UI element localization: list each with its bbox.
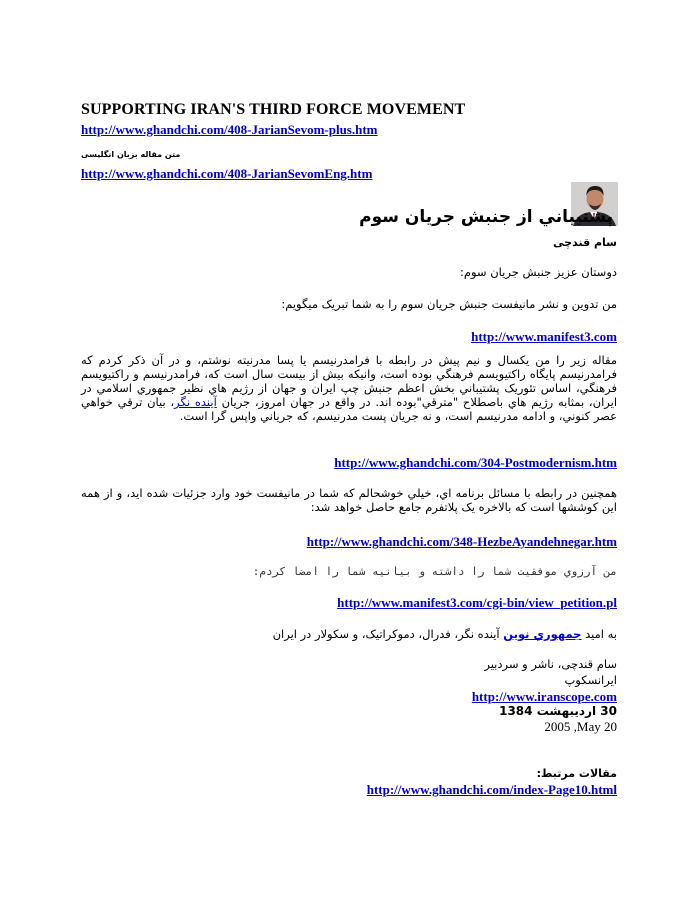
link-postmodernism[interactable]: http://www.ghandchi.com/304-Postmodernism.htm	[334, 455, 617, 470]
link-iranscope[interactable]: http://www.iranscope.com	[471, 689, 617, 704]
signature-name: سام قندچی، ناشر و سردبير	[484, 657, 617, 671]
link-manifest3[interactable]: http://www.manifest3.com	[471, 329, 617, 344]
link-jarian-sevom-plus[interactable]: http://www.ghandchi.com/408-JarianSevom-plus.htm	[81, 122, 378, 137]
wish-line: من آرزوي موفقيت شما را داشته و بيانيه شما را امضا کردم:	[252, 565, 617, 578]
paragraph-text-b: ، بيان ترقي خواهي عصر کنوني، و ادامه مدرنيسم است، و نه جريان پست مدرنيسم، که جرياني واپس گرا است.	[81, 395, 617, 423]
english-version-note: متن مقاله بزبان انگلیسی	[81, 150, 181, 159]
link-hezbe-ayandehnegar[interactable]: http://www.ghandchi.com/348-HezbeAyandehnegar.htm	[306, 534, 617, 549]
link-jarian-sevom-eng[interactable]: http://www.ghandchi.com/408-JarianSevomEng.htm	[81, 166, 373, 181]
link-petition[interactable]: http://www.manifest3.com/cgi-bin/view_petition.pl	[337, 595, 617, 610]
hope-prefix: به اميد	[585, 627, 617, 641]
greeting: دوستان عزيز جنبش جريان سوم:	[460, 265, 617, 279]
paragraph-text-a: مقاله زير را من يکسال و نيم پيش در رابطه با فرامدرنيسم يا پسا مدرنيته نوشتم، و در آن ذکر کردم که فرامدرنيسم پايگاه راکتيويسم فرهنگي بوده است، وانيکه بيش از بيست سال است که، فرامدرنيسم و راکتيويسم فرهنگي، اساس تئوريک پشتيباني بخش اعظم جنبش چپ ايران و جهان از رژيم هاي نظير جمهوري اسلامي در ايران، بمثابه رژيم هاي باصطلاح "مترقي"بوده اند. در واقع در جهان امروز، جريان	[81, 353, 618, 409]
congratulation-line: من تدوين و نشر مانيفست جنبش جريان سوم را به شما تبريک ميگويم:	[281, 297, 617, 311]
author-name: سام قندچی	[553, 236, 617, 249]
hope-line	[273, 627, 617, 641]
hope-suffix: آينده نگر، فدرال، دموکراتيک، و سکولار در ايران	[272, 627, 500, 641]
article-title: پشتيباني از جنبش جريان سوم	[359, 207, 613, 227]
paragraph-postmodernism	[81, 353, 617, 423]
link-ayandeh-negar[interactable]: آينده نگر	[174, 395, 217, 409]
english-title: SUPPORTING IRAN'S THIRD FORCE MOVEMENT	[81, 101, 466, 118]
link-related-articles[interactable]: http://www.ghandchi.com/index-Page10.html	[366, 782, 617, 797]
paragraph-platform: همچنين در رابطه با مسائل برنامه اي، خيلي خوشحالم که شما در مانيفست خود وارد جزئيات شده ايد، و از همه اين کوششها است که بالاخره يک پلاتفرم جامع حاصل خواهد شد:	[81, 486, 617, 514]
date-persian: 30 ارديبهشت 1384	[499, 704, 617, 718]
signature-org: ايرانسکوپ	[564, 673, 617, 687]
related-articles-label: مقالات مرتبط:	[536, 767, 617, 780]
date-gregorian: 2005 ,May 20	[544, 719, 617, 734]
link-jomhouri-novin[interactable]: جمهوري نوين	[503, 627, 582, 641]
